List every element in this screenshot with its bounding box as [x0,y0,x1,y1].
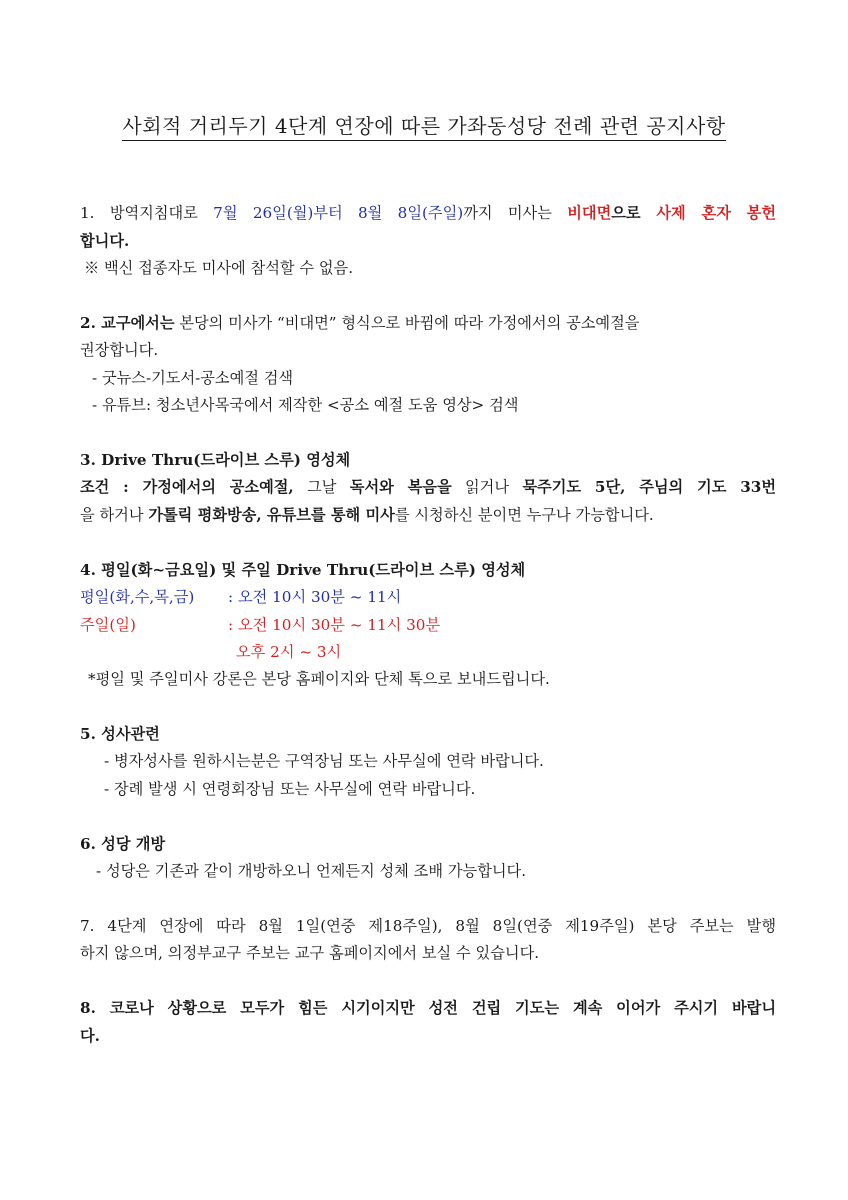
sunday-schedule: 주일(일) : 오전 10시 30분 ~ 11시 30분 [80,616,441,634]
section6-item1: - 성당은 기존과 같이 개방하오니 언제든지 성체 조배 가능합니다. [96,862,527,880]
page-title: 사회적 거리두기 4단계 연장에 따른 가좌동성당 전례 관련 공지사항 [0,112,848,140]
weekday-schedule: 평일(화,수,목,금) : 오전 10시 30분 ~ 11시 [80,588,402,606]
sunday-schedule-2: 오후 2시 ~ 3시 [236,643,342,661]
section8-line2: 다. [80,1027,100,1045]
section8-line1: 8. 코로나 상황으로 모두가 힘든 시기이지만 성전 건립 기도는 계속 이어가 주시기 바랍니 [80,999,776,1017]
section2-item1: - 굿뉴스-기도서-공소예절 검색 [92,369,294,387]
section4-note: *평일 및 주일미사 강론은 본당 홈페이지와 단체 톡으로 보내드립니다. [88,670,550,688]
section5-item1: - 병자성사를 원하시는분은 구역장님 또는 사무실에 연락 바랍니다. [104,752,544,770]
section7-line1: 7. 4단계 연장에 따라 8월 1일(연중 제18주일), 8월 8일(연중 제19주일) 본당 주보는 발행 [80,917,776,935]
section1-note: ※ 백신 접종자도 미사에 참석할 수 없음. [84,259,354,277]
section6-heading: 6. 성당 개방 [80,835,166,853]
section2-item2: - 유튜브: 청소년사목국에서 제작한 <공소 예절 도움 영상> 검색 [92,396,519,414]
section5-item2: - 장례 발생 시 연령회장님 또는 사무실에 연락 바랍니다. [104,780,476,798]
section2-line2: 권장합니다. [80,341,159,359]
section1-line2: 합니다. [80,232,130,250]
section4-heading: 4. 평일(화~금요일) 및 주일 Drive Thru(드라이브 스루) 영성체 [80,561,526,579]
section3-line2: 을 하거나 가톨릭 평화방송, 유튜브를 통해 미사를 시청하신 분이면 누구나 가능합니다. [80,506,654,524]
section3-heading: 3. Drive Thru(드라이브 스루) 영성체 [80,451,351,469]
section2-line1: 2. 교구에서는 본당의 미사가 “비대면” 형식으로 바뀜에 따라 가정에서의 공소예절을 [80,314,640,332]
nonface-label: 비대면 [567,204,612,222]
section5-heading: 5. 성사관련 [80,725,160,743]
section1-line1: 1. 방역지침대로 7월 26일(월)부터 8월 8일(주일)까지 미사는 비대면으로 사제 혼자 봉헌 [80,204,776,222]
priest-alone-label: 사제 혼자 봉헌 [656,204,776,222]
section7-line2: 하지 않으며, 의정부교구 주보는 교구 홈페이지에서 보실 수 있습니다. [80,944,540,962]
date-range: 7월 26일(월)부터 8월 8일(주일) [213,204,464,222]
section3-line1: 조건 : 가정에서의 공소예절, 그날 독서와 복음을 읽거나 묵주기도 5단, 주님의 기도 33번 [80,478,777,496]
